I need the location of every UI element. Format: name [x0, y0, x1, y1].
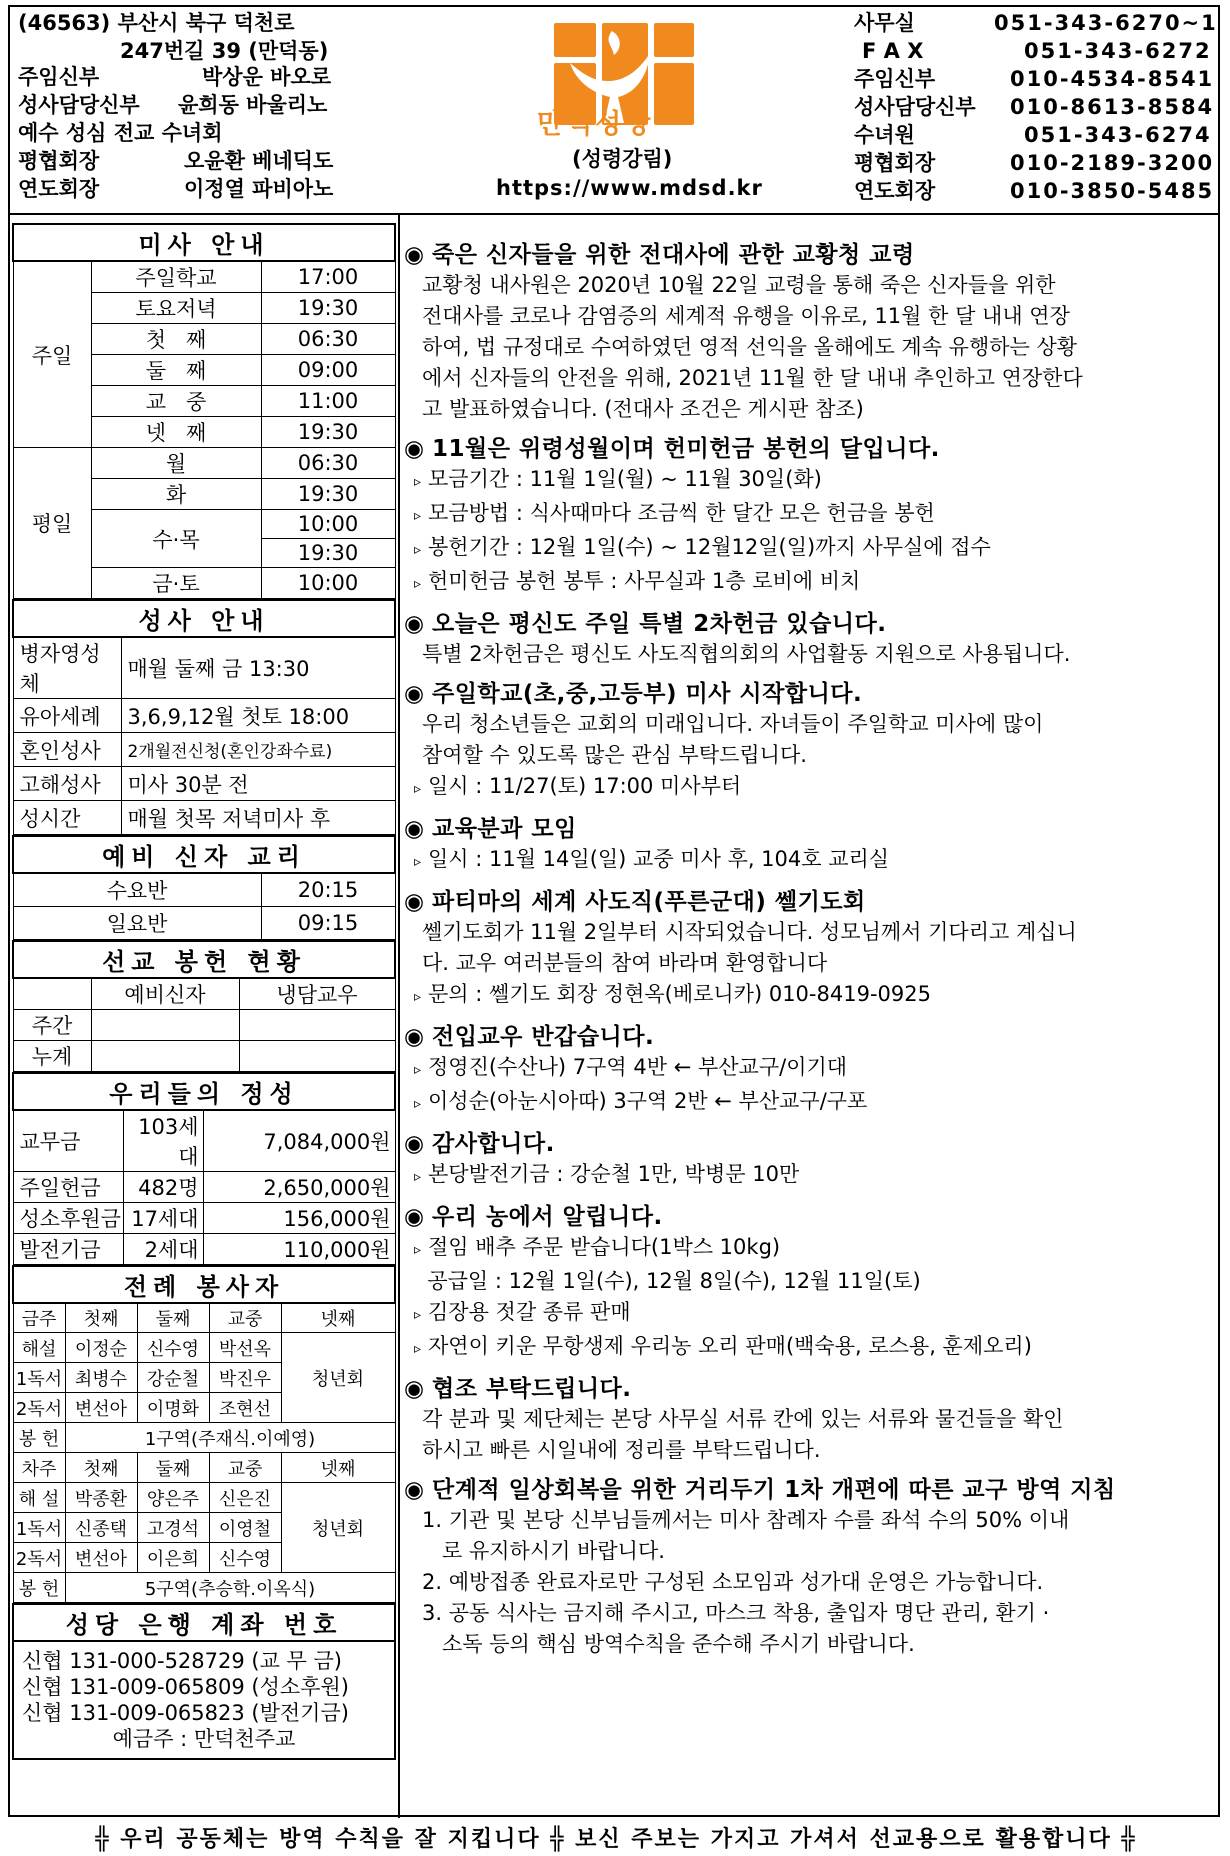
notice-item-text: 봉헌기간 : 12월 1일(수) ~ 12월12일(일)까지 사무실에 접수 — [428, 535, 991, 559]
sacrament-value: 미사 30분 전 — [121, 767, 395, 801]
liturgy-header: 첫째 — [65, 1303, 137, 1333]
sacrament-value: 매월 첫목 저녁미사 후 — [121, 801, 395, 835]
notice — [404, 814, 1222, 878]
address-line1: (46563) 부산시 북구 덕천로 — [18, 11, 295, 35]
liturgy-person: 이명화 — [137, 1393, 209, 1423]
mass-name: 수·목 — [91, 510, 261, 568]
notice-title — [404, 609, 1222, 639]
notice — [404, 1129, 1222, 1193]
liturgy-header: 교중 — [209, 1453, 281, 1483]
notice-title-text: 우리 농에서 알립니다. — [432, 1204, 663, 1230]
staff-name: 이정열 파비아노 — [184, 177, 334, 201]
liturgy-title: 전례 봉사자 — [13, 1266, 395, 1303]
notice-body-line: 에서 신자들의 안전을 위해, 2021년 11월 한 달 내내 추인하고 연장한다 — [422, 366, 1083, 390]
triangle-bullet-icon: ▹ — [414, 542, 422, 558]
mass-table — [12, 223, 396, 599]
mass-time: 10:00 — [261, 568, 395, 599]
notice-body-line: 2. 예방접종 완료자로만 구성된 소모임과 성가대 운영은 가능합니다. — [422, 1570, 1044, 1594]
triangle-bullet-icon: ▹ — [414, 1341, 422, 1357]
liturgy-header: 넷째 — [281, 1453, 395, 1483]
bullet-icon: ◉ — [404, 1376, 425, 1402]
triangle-bullet-icon: ▹ — [414, 854, 422, 870]
notice-body-line: 참여할 수 있도록 많은 관심 부탁드립니다. — [422, 743, 807, 767]
mission-table — [12, 940, 396, 1072]
contact-label: 수녀원 — [854, 123, 915, 147]
liturgy-person: 신종택 — [65, 1513, 137, 1543]
liturgy-person: 이영철 — [209, 1513, 281, 1543]
patron: (성령강림) — [572, 147, 673, 171]
offering-amount: 110,000원 — [203, 1233, 395, 1264]
notice — [404, 609, 1222, 670]
notice-body-line: 3. 공동 식사는 금지해 주시고, 마스크 착용, 출입자 명단 관리, 환기 · — [422, 1601, 1050, 1625]
notice-body-line: 1. 기관 및 본당 신부님들께서는 미사 참례자 수를 좌석 수의 50% 이내 — [422, 1508, 1070, 1532]
notice-title — [404, 1129, 1222, 1159]
contact-value: 010-8613-8584 — [1010, 95, 1215, 119]
mass-time: 11:00 — [261, 386, 395, 417]
notice-title-text: 파티마의 세계 사도직(푸른군대) 쎌기도회 — [432, 889, 866, 915]
mission-row: 누계 — [13, 1040, 91, 1071]
liturgy-header: 둘째 — [137, 1303, 209, 1333]
contact-value: 051-343-6274 — [1024, 123, 1212, 147]
mass-time: 10:00 — [261, 510, 395, 539]
notice-title-text: 전입교우 반갑습니다. — [432, 1024, 655, 1050]
notice — [404, 1202, 1222, 1365]
notice-item — [404, 1297, 1222, 1331]
liturgy-role: 해 설 — [13, 1483, 65, 1513]
liturgy-role: 봉 헌 — [13, 1423, 65, 1453]
notice-title-text: 11월은 위령성월이며 헌미헌금 봉헌의 달입니다. — [432, 436, 940, 462]
notice — [404, 1475, 1222, 1660]
triangle-bullet-icon: ▹ — [414, 474, 422, 490]
notice-item — [404, 566, 1222, 600]
bank-account: 신협 131-000-528729 (교 무 금) — [22, 1649, 343, 1673]
liturgy-person: 신수영 — [209, 1543, 281, 1573]
triangle-bullet-icon: ▹ — [414, 1307, 422, 1323]
bullet-icon: ◉ — [404, 1024, 425, 1050]
mass-name: 둘 째 — [91, 355, 261, 386]
notice-title — [404, 814, 1222, 844]
notice-title — [404, 679, 1222, 709]
liturgy-person: 박종환 — [65, 1483, 137, 1513]
bullet-icon: ◉ — [404, 242, 425, 268]
notice — [404, 887, 1222, 1013]
catechism-day: 수요반 — [13, 873, 261, 906]
notice-body-line: 우리 청소년들은 교회의 미래입니다. 자녀들이 주일학교 미사에 많이 — [422, 712, 1044, 736]
mass-time: 19:30 — [261, 293, 395, 324]
mass-name: 교 중 — [91, 386, 261, 417]
catechism-time: 09:15 — [261, 906, 395, 939]
bank-account: 신협 131-009-065809 (성소후원) — [22, 1675, 349, 1699]
contact-value: 010-3850-5485 — [1010, 179, 1215, 203]
offering-amount: 7,084,000원 — [203, 1110, 395, 1172]
mass-time: 19:30 — [261, 417, 395, 448]
notice-title-text: 단계적 일상회복을 위한 거리두기 1차 개편에 따른 교구 방역 지침 — [432, 1477, 1116, 1503]
bank-account: 신협 131-009-065823 (발전기금) — [22, 1701, 349, 1725]
mass-name: 첫 째 — [91, 324, 261, 355]
contact-value: 010-2189-3200 — [1010, 151, 1215, 175]
notice — [404, 434, 1222, 600]
notice-item — [404, 1052, 1222, 1086]
notice — [404, 1374, 1222, 1466]
liturgy-role: 해설 — [13, 1333, 65, 1363]
staff-role: 성사담당신부 — [18, 93, 140, 117]
notice-title-text: 교육분과 모임 — [432, 816, 577, 842]
contact-value: 010-4534-8541 — [1010, 67, 1215, 91]
bullet-icon: ◉ — [404, 889, 425, 915]
notice-title-text: 협조 부탁드립니다. — [432, 1376, 632, 1402]
column-divider — [398, 215, 400, 1818]
notice-body-line: 로 유지하시기 바랍니다. — [422, 1539, 665, 1563]
notice-item — [404, 979, 1222, 1013]
offering-count: 482명 — [123, 1171, 203, 1202]
notice-item — [404, 532, 1222, 566]
triangle-bullet-icon: ▹ — [414, 781, 422, 797]
liturgy-person: 강순철 — [137, 1363, 209, 1393]
notice-body-line: 다. 교우 여러분들의 참여 바라며 환영합니다 — [422, 951, 828, 975]
notice-body-line: 하여, 법 규정대로 수여하였던 영적 선익을 올해에도 계속 유행하는 상황 — [422, 335, 1078, 359]
liturgy-person: 고경석 — [137, 1513, 209, 1543]
notice-item — [404, 844, 1222, 878]
left-column — [12, 223, 396, 1760]
notice-item-text: 일시 : 11/27(토) 17:00 미사부터 — [428, 774, 742, 798]
notice-item — [404, 464, 1222, 498]
triangle-bullet-icon: ▹ — [414, 1169, 422, 1185]
sacrament-value: 매월 둘째 금 13:30 — [121, 637, 395, 699]
offering-count: 103세대 — [123, 1110, 203, 1172]
bullet-icon: ◉ — [404, 816, 425, 842]
offering-table — [12, 1072, 396, 1265]
bullet-icon: ◉ — [404, 1204, 425, 1230]
sacrament-value: 2개월전신청(혼인강좌수료) — [121, 733, 395, 767]
notice-item — [404, 1266, 1222, 1297]
mass-name: 금·토 — [91, 568, 261, 599]
notice-body-line: 쎌기도회가 11월 2일부터 시작되었습니다. 성모님께서 기다리고 계십니 — [422, 920, 1077, 944]
sunday-label: 주일 — [13, 261, 91, 448]
contact-label: 연도회장 — [854, 179, 936, 203]
notice-item — [404, 1086, 1222, 1120]
liturgy-header: 둘째 — [137, 1453, 209, 1483]
bank-accounts — [12, 1642, 396, 1760]
notice-item-text: 김장용 젓갈 종류 판매 — [428, 1300, 631, 1324]
notice-item-text: 문의 : 쎌기도 회장 정현옥(베로니카) 010-8419-0925 — [428, 982, 931, 1006]
triangle-bullet-icon: ▹ — [414, 1096, 422, 1112]
offering-name: 성소후원금 — [13, 1202, 123, 1233]
notice-item — [404, 498, 1222, 532]
liturgy-offer: 5구역(추승학.이옥식) — [65, 1573, 395, 1603]
staff-name: 오윤환 베네딕도 — [184, 149, 334, 173]
notice-title-text: 오늘은 평신도 주일 특별 2차헌금 있습니다. — [432, 611, 887, 637]
liturgy-person: 최병수 — [65, 1363, 137, 1393]
mass-time: 17:00 — [261, 261, 395, 293]
offering-title: 우리들의 정성 — [13, 1073, 395, 1110]
notice-title — [404, 240, 1222, 270]
offering-amount: 2,650,000원 — [203, 1171, 395, 1202]
liturgy-person: 이은희 — [137, 1543, 209, 1573]
notice-title — [404, 887, 1222, 917]
bullet-icon: ◉ — [404, 1131, 425, 1157]
contact-value: 051-343-6272 — [1024, 39, 1212, 63]
notice-body-line: 각 분과 및 제단체는 본당 사무실 서류 칸에 있는 서류와 물건들을 확인 — [422, 1407, 1064, 1431]
liturgy-table — [12, 1265, 396, 1604]
mass-time: 06:30 — [261, 448, 395, 479]
notice-item-text: 모금방법 : 식사때마다 조금씩 한 달간 모은 헌금을 봉헌 — [428, 501, 935, 525]
notice-body-line: 전대사를 코로나 감염증의 세계적 유행을 이유로, 11월 한 달 내내 연장 — [422, 304, 1070, 328]
notice-item-text: 공급일 : 12월 1일(수), 12월 8일(수), 12월 11일(토) — [414, 1269, 921, 1293]
liturgy-role: 봉 헌 — [13, 1573, 65, 1603]
bank-table — [12, 1603, 396, 1642]
notices-column — [404, 240, 1222, 1669]
catechism-time: 20:15 — [261, 873, 395, 906]
liturgy-person: 이정순 — [65, 1333, 137, 1363]
address-line2: 247번길 39 (만덕동) — [120, 39, 329, 63]
sacrament-name: 병자영성체 — [13, 637, 121, 699]
mass-name: 넷 째 — [91, 417, 261, 448]
liturgy-person: 양은주 — [137, 1483, 209, 1513]
notice-title — [404, 1374, 1222, 1404]
notice-title — [404, 1202, 1222, 1232]
liturgy-header: 교중 — [209, 1303, 281, 1333]
notice-item — [404, 771, 1222, 805]
contact-label: 평협회장 — [854, 151, 936, 175]
notice-item-text: 모금기간 : 11월 1일(월) ~ 11월 30일(화) — [428, 467, 822, 491]
liturgy-role: 2독서 — [13, 1393, 65, 1423]
contact-label: 사무실 — [854, 11, 915, 35]
bullet-icon: ◉ — [404, 436, 425, 462]
notice — [404, 1022, 1222, 1120]
triangle-bullet-icon: ▹ — [414, 1242, 422, 1258]
bullet-icon: ◉ — [404, 611, 425, 637]
offering-name: 주일헌금 — [13, 1171, 123, 1202]
mass-time: 06:30 — [261, 324, 395, 355]
liturgy-offer: 1구역(주재식.이예영) — [65, 1423, 395, 1453]
notice-item-text: 일시 : 11월 14일(일) 교중 미사 후, 104호 교리실 — [428, 847, 890, 871]
notice-title — [404, 1022, 1222, 1052]
liturgy-person: 조현선 — [209, 1393, 281, 1423]
notice-body-line: 하시고 빠른 시일내에 정리를 부탁드립니다. — [422, 1438, 821, 1462]
notice-item — [404, 1159, 1222, 1193]
notice-body-line: 소독 등의 핵심 방역수칙을 준수해 주시기 바랍니다. — [422, 1632, 915, 1656]
notice-item — [404, 1331, 1222, 1365]
mission-col: 예비신자 — [91, 978, 239, 1010]
triangle-bullet-icon: ▹ — [414, 989, 422, 1005]
mass-title: 미사 안내 — [13, 224, 395, 261]
liturgy-header: 넷째 — [281, 1303, 395, 1333]
offering-count: 2세대 — [123, 1233, 203, 1264]
mass-time: 19:30 — [261, 539, 395, 568]
notice-body-line: 교황청 내사원은 2020년 10월 22일 교령을 통해 죽은 신자들을 위한 — [422, 273, 1056, 297]
triangle-bullet-icon: ▹ — [414, 508, 422, 524]
notice-item-text: 절임 배추 주문 받습니다(1박스 10kg) — [428, 1235, 781, 1259]
church-name: 만덕성당 — [537, 109, 654, 140]
website-link[interactable]: https://www.mdsd.kr — [496, 176, 763, 200]
sacrament-title: 성사 안내 — [13, 600, 395, 637]
mission-title: 선교 봉헌 현황 — [13, 941, 395, 978]
triangle-bullet-icon: ▹ — [414, 1062, 422, 1078]
header — [10, 7, 1218, 213]
catechism-day: 일요반 — [13, 906, 261, 939]
notice — [404, 240, 1222, 425]
sacrament-value: 3,6,9,12월 첫토 18:00 — [121, 699, 395, 733]
triangle-bullet-icon: ▹ — [414, 576, 422, 592]
notice-item-text: 정영진(수산나) 7구역 4반 ← 부산교구/이기대 — [428, 1055, 848, 1079]
notice-title-text: 감사합니다. — [432, 1131, 555, 1157]
sacrament-name: 혼인성사 — [13, 733, 121, 767]
staff-role: 주임신부 — [18, 65, 100, 89]
notice-item-text: 헌미헌금 봉헌 봉투 : 사무실과 1층 로비에 비치 — [428, 569, 861, 593]
sacrament-name: 고해성사 — [13, 767, 121, 801]
notice-item-text: 본당발전기금 : 강순철 1만, 박병문 10만 — [428, 1162, 800, 1186]
liturgy-header: 차주 — [13, 1453, 65, 1483]
offering-count: 17세대 — [123, 1202, 203, 1233]
staff-role: 연도회장 — [18, 177, 100, 201]
bullet-icon: ◉ — [404, 1477, 425, 1503]
catechism-table — [12, 835, 396, 940]
notice-title-text: 죽은 신자들을 위한 전대사에 관한 교황청 교령 — [432, 242, 915, 268]
contact-label: 주임신부 — [854, 67, 936, 91]
liturgy-role: 1독서 — [13, 1363, 65, 1393]
liturgy-person: 박진우 — [209, 1363, 281, 1393]
notice-item-text: 이성순(아눈시아따) 3구역 2반 ← 부산교구/구포 — [428, 1089, 868, 1113]
mission-col: 냉담교우 — [239, 978, 395, 1010]
notice-title — [404, 434, 1222, 464]
contact-label: 성사담당신부 — [854, 95, 976, 119]
contact-label: F A X — [862, 39, 924, 63]
bank-owner: 예금주 : 만덕천주교 — [112, 1727, 296, 1751]
bullet-icon: ◉ — [404, 681, 425, 707]
notice-item-text: 자연이 키운 무항생제 우리농 오리 판매(백숙용, 로스용, 훈제오리) — [428, 1334, 1032, 1358]
liturgy-person: 신은진 — [209, 1483, 281, 1513]
liturgy-person: 박선옥 — [209, 1333, 281, 1363]
mass-name: 화 — [91, 479, 261, 510]
mass-name: 주일학교 — [91, 261, 261, 293]
staff-name: 박상운 바오로 — [202, 65, 332, 89]
liturgy-person: 변선아 — [65, 1543, 137, 1573]
liturgy-header: 첫째 — [65, 1453, 137, 1483]
sacrament-name: 성시간 — [13, 801, 121, 835]
staff-name: 윤희동 바울리노 — [178, 93, 328, 117]
liturgy-youth: 청년회 — [281, 1333, 395, 1423]
weekday-label: 평일 — [13, 448, 91, 599]
sacrament-name: 유아세례 — [13, 699, 121, 733]
liturgy-youth: 청년회 — [281, 1483, 395, 1573]
mass-name: 월 — [91, 448, 261, 479]
mass-time: 19:30 — [261, 479, 395, 510]
offering-name: 교무금 — [13, 1110, 123, 1172]
notice-body-line: 고 발표하였습니다. (전대사 조건은 게시판 참조) — [422, 397, 864, 421]
header-divider — [8, 213, 1220, 215]
staff-role: 예수 성심 전교 수녀회 — [18, 121, 223, 145]
mass-name: 토요저녁 — [91, 293, 261, 324]
notice-body-line: 특별 2차헌금은 평신도 사도직협의회의 사업활동 지원으로 사용됩니다. — [422, 642, 1071, 666]
notice-title — [404, 1475, 1222, 1505]
contact-value: 051-343-6270~1 — [994, 11, 1218, 35]
mass-time: 09:00 — [261, 355, 395, 386]
catechism-title: 예비 신자 교리 — [13, 836, 395, 873]
bank-title: 성당 은행 계좌 번호 — [13, 1604, 395, 1641]
notice-title-text: 주일학교(초,중,고등부) 미사 시작합니다. — [432, 681, 863, 707]
mission-row: 주간 — [13, 1009, 91, 1040]
liturgy-header: 금주 — [13, 1303, 65, 1333]
offering-name: 발전기금 — [13, 1233, 123, 1264]
footer-banner: ╬ 우리 공동체는 방역 수칙을 잘 지킵니다 ╬ 보신 주보는 가지고 가셔서 선교용으로 활용합니다 ╬ — [95, 1827, 1137, 1852]
notice — [404, 679, 1222, 805]
offering-amount: 156,000원 — [203, 1202, 395, 1233]
liturgy-role: 1독서 — [13, 1513, 65, 1543]
liturgy-person: 변선아 — [65, 1393, 137, 1423]
liturgy-person: 신수영 — [137, 1333, 209, 1363]
liturgy-role: 2독서 — [13, 1543, 65, 1573]
staff-role: 평협회장 — [18, 149, 100, 173]
sacrament-table — [12, 599, 396, 835]
notice-item — [404, 1232, 1222, 1266]
